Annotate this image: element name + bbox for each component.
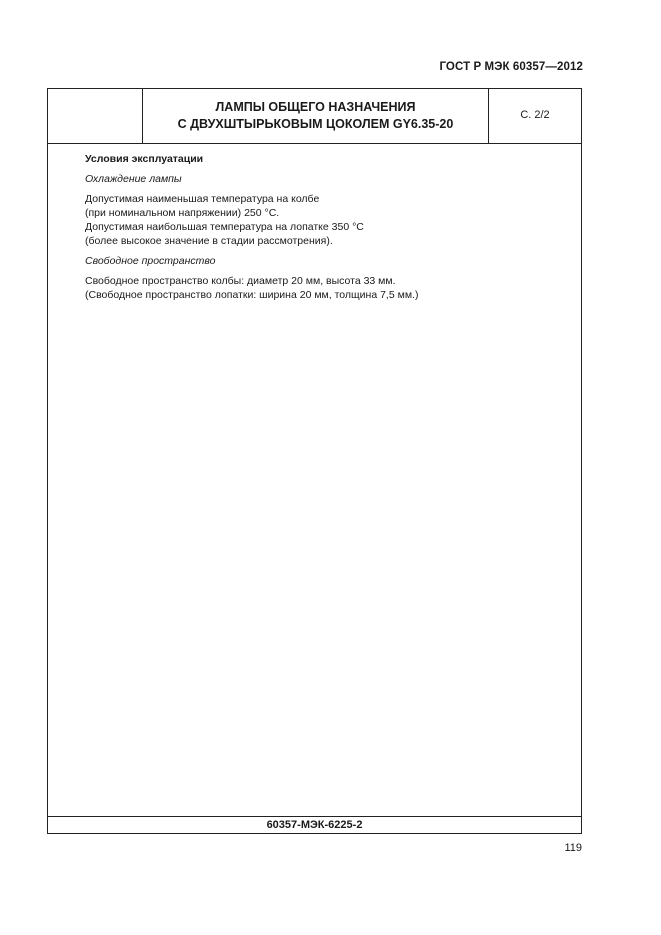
sheet-title-line-1: ЛАМПЫ ОБЩЕГО НАЗНАЧЕНИЯ [215,100,416,114]
clearance-subheading: Свободное пространство [85,255,216,267]
cooling-line: Допустимая наименьшая температура на колбе [85,193,320,205]
sheet-content [85,152,565,308]
sheet-title [143,89,489,143]
title-block-blank-cell [48,89,143,143]
page-number: 119 [564,842,582,854]
cooling-line: (более высокое значение в стадии рассмотрения). [85,235,333,247]
cooling-line: (при номинальном напряжении) 250 °С. [85,207,280,219]
clearance-line: (Свободное пространство лопатки: ширина 20 мм, толщина 7,5 мм.) [85,289,419,301]
data-sheet-frame [47,88,582,834]
section-heading: Условия эксплуатации [85,153,204,165]
sheet-number-label: С. 2/2 [520,109,550,121]
title-block [48,89,581,144]
sheet-code [48,816,581,833]
clearance-line: Свободное пространство колбы: диаметр 20 мм, высота 33 мм. [85,275,396,287]
clearance-paragraph [85,274,565,302]
cooling-subheading: Охлаждение лампы [85,173,182,185]
sheet-number [489,89,581,143]
cooling-line: Допустимая наибольшая температура на лопатке 350 °С [85,221,364,233]
standard-designation: ГОСТ Р МЭК 60357—2012 [439,61,583,73]
cooling-paragraph [85,192,565,248]
sheet-code-label: 60357-МЭК-6225-2 [266,819,363,831]
sheet-title-line-2: С ДВУХШТЫРЬКОВЫМ ЦОКОЛЕМ GY6.35-20 [177,117,454,131]
